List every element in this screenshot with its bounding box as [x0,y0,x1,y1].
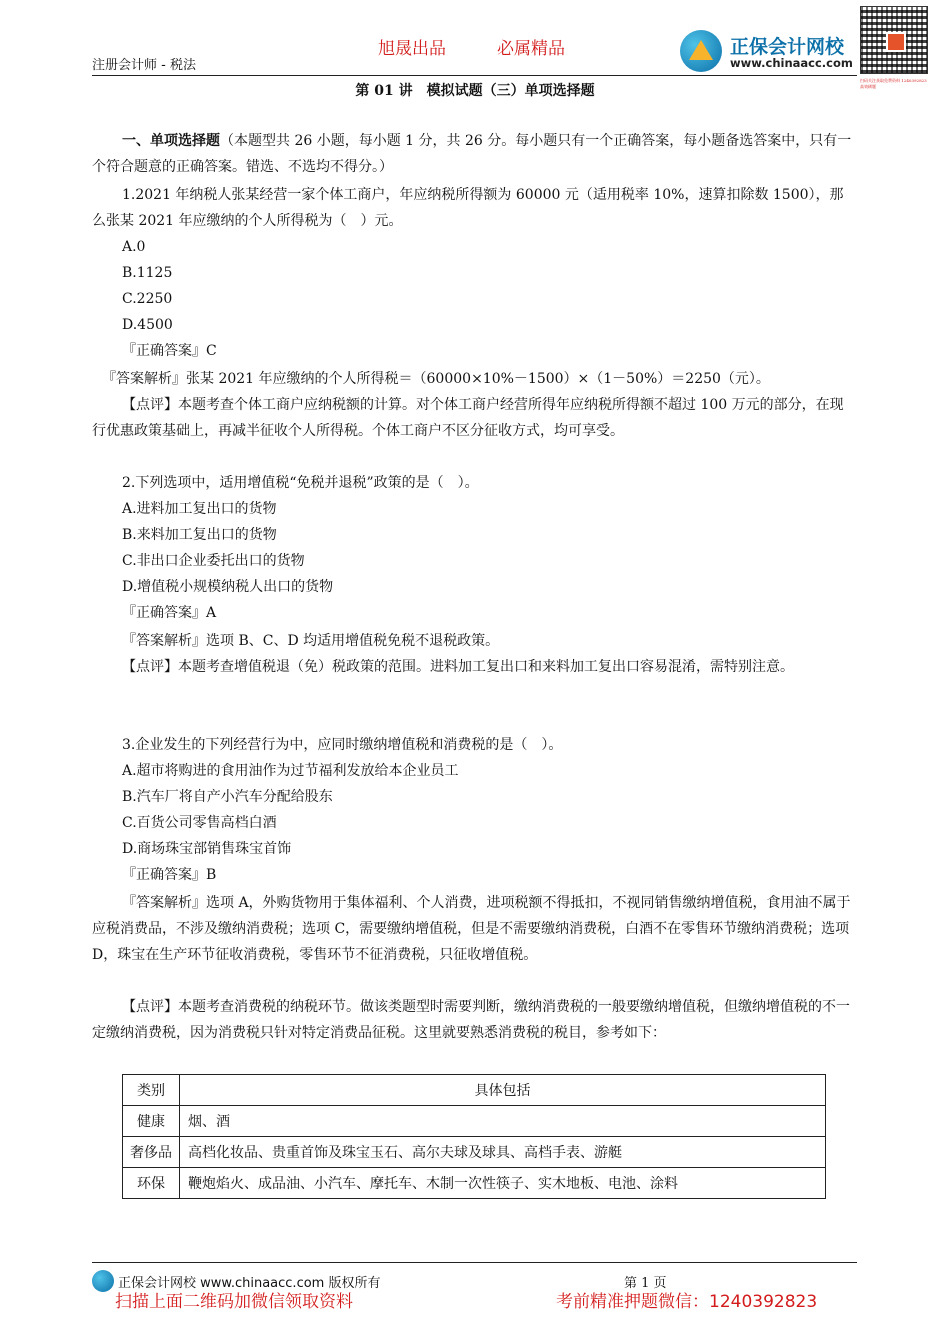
qr-code-icon [860,6,928,74]
slogan-right: 必属精品 [497,39,565,59]
option: D.增值税小规模纳税人出口的货物 [122,579,334,595]
option: C.2250 [122,291,173,307]
course-label: 注册会计师 - 税法 [92,58,196,73]
section-intro [92,128,857,180]
option: D.4500 [122,317,173,333]
answer-analysis: 『答案解析』张某 2021 年应缴纳的个人所得税＝（60000×10%－1500）×（1－50%）＝2250（元）。 [102,371,770,387]
table-row [123,1137,826,1168]
section-instructions: （本题型共 26 小题，每小题 1 分，共 26 分。每小题只有一个正确答案，每小题备选答案中，只有一个符合题意的正确答案。错选、不选均不得分。） [92,133,852,175]
question-stem: 3.企业发生的下列经营行为中，应同时缴纳增值税和消费税的是（ ）。 [122,737,563,753]
footer-divider [92,1262,857,1263]
brand-logo-icon [680,30,722,72]
option: B.来料加工复出口的货物 [122,527,277,543]
promo-right: 考前精准押题微信：1240392823 [556,1292,818,1312]
answer-comment: 【点评】本题考查个体工商户应纳税额的计算。对个体工商户经营所得年应纳税所得额不超过 100 万元的部分，在现行优惠政策基础上，再减半征收个人所得税。个体工商户不区分征收方式，均可享受。 [92,397,844,439]
option: C.非出口企业委托出口的货物 [122,553,305,569]
answer-analysis: 『答案解析』选项 B、C、D 均适用增值税免税不退税政策。 [122,633,500,649]
table-header-cell: 具体包括 [180,1075,826,1106]
option: A.0 [122,239,146,255]
brand-url: www.chinaacc.com [730,56,853,70]
page-number: 第 1 页 [624,1276,667,1291]
correct-answer: 『正确答案』A [122,605,217,621]
option: A.进料加工复出口的货物 [122,501,277,517]
table-cell: 鞭炮焰火、成品油、小汽车、摩托车、木制一次性筷子、实木地板、电池、涂料 [180,1168,826,1199]
consumption-tax-table [122,1074,826,1199]
correct-answer: 『正确答案』B [122,867,217,883]
question-stem: 2.下列选项中，适用增值税“免税并退税”政策的是（ ）。 [122,475,479,491]
slogan-left: 旭晟出品 [378,39,446,59]
table-cell: 烟、酒 [180,1106,826,1137]
option: C.百货公司零售高档白酒 [122,815,277,831]
question-stem: 1.2021 年纳税人张某经营一家个体工商户，年应纳税所得额为 60000 元（适用税率 10%，速算扣除数 1500），那么张某 2021 年应缴纳的个人所得税为（ ）元。 [92,187,844,229]
answer-comment: 【点评】本题考查消费税的纳税环节。做该类题型时需要判断，缴纳消费税的一般要缴纳增值税，但缴纳增值税的不一定缴纳消费税，因为消费税只针对特定消费品征税。这里就要熟悉消费税的税目，参考如下： [92,999,850,1041]
page-title: 第 01 讲 模拟试题（三）单项选择题 [355,83,595,99]
table-row [123,1106,826,1137]
table-cell: 高档化妆品、贵重首饰及珠宝玉石、高尔夫球及球具、高档手表、游艇 [180,1137,826,1168]
answer-comment: 【点评】本题考查增值税退（免）税政策的范围。进料加工复出口和来料加工复出口容易混淆，需特别注意。 [122,659,794,675]
option: B.汽车厂将自产小汽车分配给股东 [122,789,333,805]
correct-answer: 『正确答案』C [122,343,217,359]
table-header-cell: 类别 [123,1075,180,1106]
promo-left: 扫描上面二维码加微信领取资料 [115,1292,353,1312]
table-cell: 奢侈品 [123,1137,180,1168]
answer-analysis: 『答案解析』选项 A，外购货物用于集体福利、个人消费，进项税额不得抵扣，不视同销售缴纳增值税，食用油不属于应税消费品，不涉及缴纳消费税；选项 C，需要缴纳增值税，但是不需要缴纳消费税，白酒不在零售环节缴纳消费税；选项 D，珠宝在生产环节征收消费税，零售环节不征消费税，只征收增值税。 [92,895,851,963]
table-header-row [123,1075,826,1106]
footer-logo-icon [92,1270,114,1292]
section-heading: 一、单项选择题 [122,133,220,149]
option: D.商场珠宝部销售珠宝首饰 [122,841,292,857]
footer-copyright: 正保会计网校 www.chinaacc.com 版权所有 [118,1276,381,1291]
brand-name: 正保会计网校 [730,36,845,58]
table-row [123,1168,826,1199]
qr-note: 扫码关注获取免费资料 1240392823 高效刷题 [860,78,927,89]
brand-logo [680,28,853,74]
header-divider [92,75,857,76]
table-cell: 健康 [123,1106,180,1137]
option: B.1125 [122,265,173,281]
option: A.超市将购进的食用油作为过节福利发放给本企业员工 [122,763,459,779]
table-cell: 环保 [123,1168,180,1199]
